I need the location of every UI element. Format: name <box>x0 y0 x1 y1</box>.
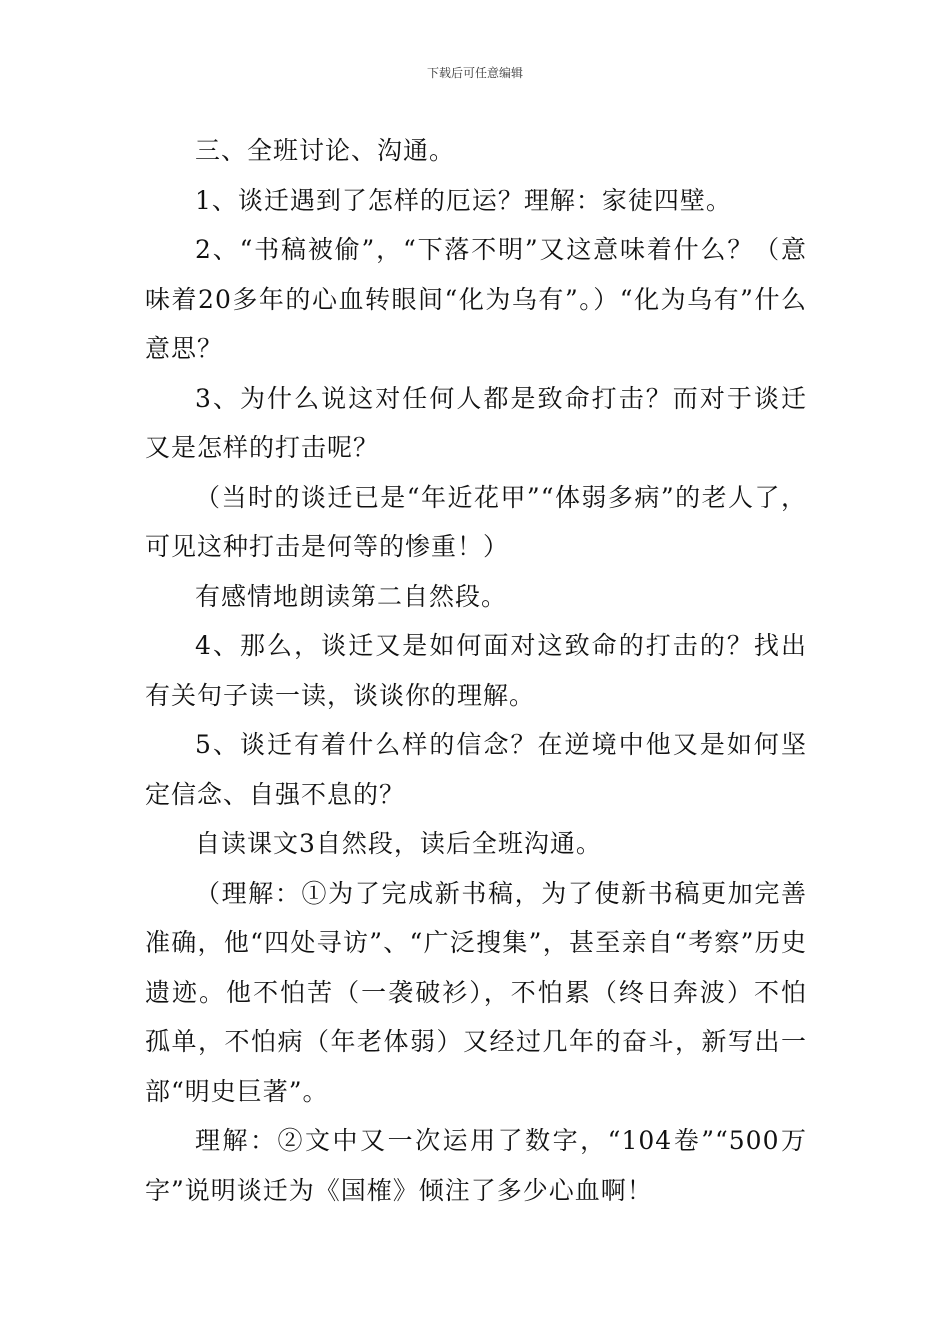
paragraph-question-1: 1、谈迁遇到了怎样的厄运？理解：家徒四壁。 <box>195 185 732 215</box>
paragraph-understanding-1: （理解：①为了完成新书稿，为了使新书稿更加完善准确，他“四处寻访”、“广泛搜集”，甚至亲自“考察”历史遗迹。他不怕苦（一袭破衫），不怕累（终日奔波）不怕孤单，不怕病（年老体弱）又经过几年的奋斗，新写出一部“明史巨著”。 <box>145 878 807 1106</box>
paragraph-note-1: （当时的谈迁已是“年近花甲”“体弱多病”的老人了，可见这种打击是何等的惨重！） <box>145 482 807 561</box>
document-body <box>145 126 807 1215</box>
paragraph-reading-task-2: 自读课文3自然段，读后全班沟通。 <box>195 829 602 858</box>
paragraph-section-heading: 三、全班讨论、沟通。 <box>195 136 456 165</box>
paragraph-question-5: 5、谈迁有着什么样的信念？在逆境中他又是如何坚定信念、自强不息的？ <box>145 730 807 809</box>
paragraph-reading-task-1: 有感情地朗读第二自然段。 <box>195 581 508 611</box>
paragraph-question-3: 3、为什么说这对任何人都是致命打击？而对于谈迁又是怎样的打击呢？ <box>145 383 807 462</box>
page-header: 下载后可任意编辑 <box>426 66 523 80</box>
paragraph-question-4: 4、那么，谈迁又是如何面对这致命的打击的？找出有关句子读一读，谈谈你的理解。 <box>145 631 807 710</box>
paragraph-understanding-2: 理解：②文中又一次运用了数字，“104卷”“500万字”说明谈迁为《国榷》倾注了多少心血啊！ <box>145 1126 807 1205</box>
paragraph-question-2: 2、“书稿被偷”，“下落不明”又这意味着什么？（意味着20多年的心血转眼间“化为乌有”。）“化为乌有”什么意思？ <box>145 235 807 363</box>
